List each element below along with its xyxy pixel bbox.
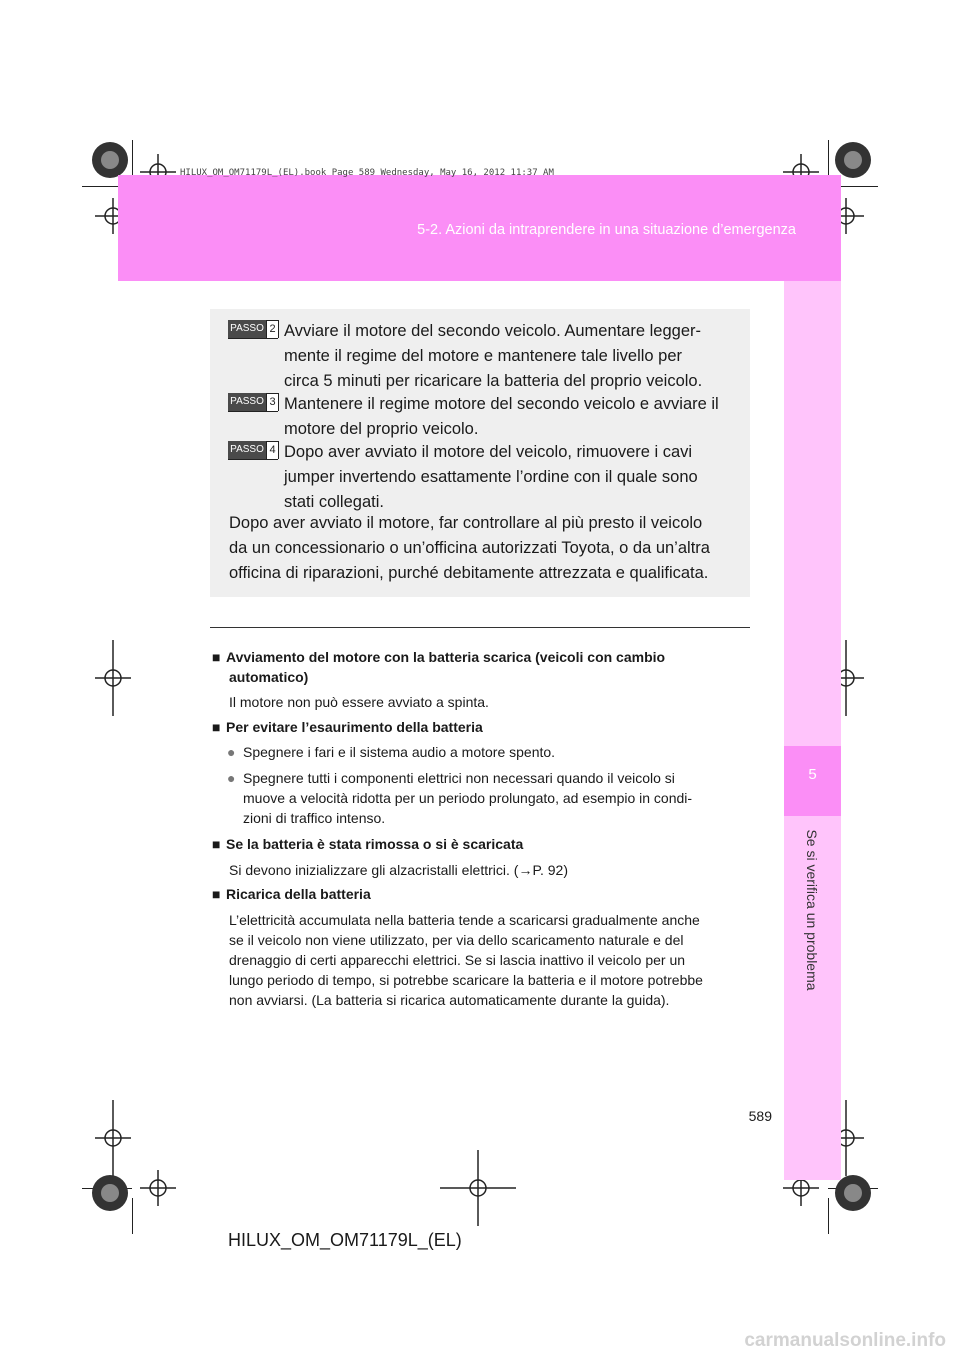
step-badge <box>228 393 278 412</box>
list-item-text: Spegnere i fari e il sistema audio a motore spento. <box>243 744 556 760</box>
round-bullet-icon: ● <box>227 770 236 786</box>
watermark: carmanualsonline.info <box>744 1330 946 1351</box>
note-heading-text: Se la batteria è stata rimossa o si è scaricata <box>226 836 524 852</box>
page-number: 589 <box>748 1108 772 1124</box>
note-paragraph[interactable]: Si devono inizializzare gli alzacristalli elettrici. (→P. 92) <box>229 862 568 878</box>
note-line: se il veicolo non viene utilizzato, per via dello scaricamento naturale e del <box>229 932 684 948</box>
section-divider <box>210 627 750 628</box>
closing-line: da un concessionario o un’officina autorizzati Toyota, o da un’altra <box>229 539 710 557</box>
step-line: Mantenere il regime motore del secondo veicolo e avviare il <box>284 395 719 413</box>
list-item-line: zioni di traffico intenso. <box>243 810 386 826</box>
list-item-text <box>243 768 742 828</box>
step-badge-label: PASSO <box>228 393 266 411</box>
note-line: lungo periodo di tempo, si potrebbe scaricare la batteria e il motore potrebbe <box>229 972 703 988</box>
step-line: Dopo aver avviato il motore del veicolo, rimuovere i cavi <box>284 443 693 461</box>
note-heading <box>212 647 742 687</box>
step-line: Avviare il motore del secondo veicolo. Aumentare legger- <box>284 322 702 340</box>
chapter-number: 5 <box>808 766 817 783</box>
note-heading-text: Per evitare l’esaurimento della batteria <box>226 719 483 735</box>
note-heading-text: Ricarica della batteria <box>226 886 371 902</box>
step-line: circa 5 minuti per ricaricare la batteria del proprio veicolo. <box>284 372 703 390</box>
step-text <box>284 440 728 515</box>
square-bullet-icon: ■ <box>212 886 221 902</box>
note-heading-text: Avviamento del motore con la batteria scarica (veicoli con cambio <box>226 649 666 665</box>
square-bullet-icon: ■ <box>212 649 221 665</box>
chapter-tab[interactable] <box>784 746 841 816</box>
closing-line: officina di riparazioni, purché debitamente attrezzata e qualificata. <box>229 564 709 582</box>
note-line: drenaggio di certi apparecchi elettrici. Se si lascia inattivo il veicolo per un <box>229 952 686 968</box>
note-heading <box>212 884 742 904</box>
step-badge-number: 3 <box>266 393 279 411</box>
step-line: jumper invertendo esattamente l’ordine con il quale sono <box>284 468 698 486</box>
list-item-line: muove a velocità ridotta per un periodo prolungato, ad esempio in condi- <box>243 790 693 806</box>
step-badge <box>228 441 278 460</box>
closing-line: Dopo aver avviato il motore, far controllare al più presto il veicolo <box>229 514 703 532</box>
step-text <box>284 319 728 394</box>
step-line: motore del proprio veicolo. <box>284 420 479 438</box>
step-badge-number: 4 <box>266 441 279 459</box>
step-line: mente il regime del motore e mantenere tale livello per <box>284 347 683 365</box>
chapter-label: Se si verifica un problema <box>804 829 820 991</box>
note-paragraph <box>229 910 742 1010</box>
list-item-line: Spegnere tutti i componenti elettrici non necessari quando il veicolo si <box>243 770 675 786</box>
step-badge-label: PASSO <box>228 320 266 338</box>
round-bullet-icon: ● <box>227 744 236 760</box>
square-bullet-icon: ■ <box>212 836 221 852</box>
step-badge <box>228 320 278 339</box>
square-bullet-icon: ■ <box>212 719 221 735</box>
step-text <box>284 392 728 442</box>
note-heading <box>212 834 742 854</box>
note-line: L’elettricità accumulata nella batteria tende a scaricarsi gradualmente anche <box>229 912 700 928</box>
note-paragraph: Il motore non può essere avviato a spinta. <box>229 694 489 710</box>
note-heading-text: automatico) <box>229 669 309 685</box>
side-strip <box>784 281 841 1180</box>
section-title: 5-2. Azioni da intraprendere in una situazione d’emergenza <box>417 222 796 238</box>
document-code: HILUX_OM_OM71179L_(EL) <box>228 1230 462 1250</box>
step-badge-number: 2 <box>266 320 279 338</box>
book-stamp: HILUX_OM_OM71179L_(EL).book Page 589 Wednesday, May 16, 2012 11:37 AM <box>180 168 554 178</box>
note-line: non avviarsi. (La batteria si ricarica automaticamente durante la guida). <box>229 992 670 1008</box>
note-heading <box>212 717 742 737</box>
step-line: stati collegati. <box>284 493 384 511</box>
closing-paragraph <box>229 511 728 586</box>
step-badge-label: PASSO <box>228 441 266 459</box>
